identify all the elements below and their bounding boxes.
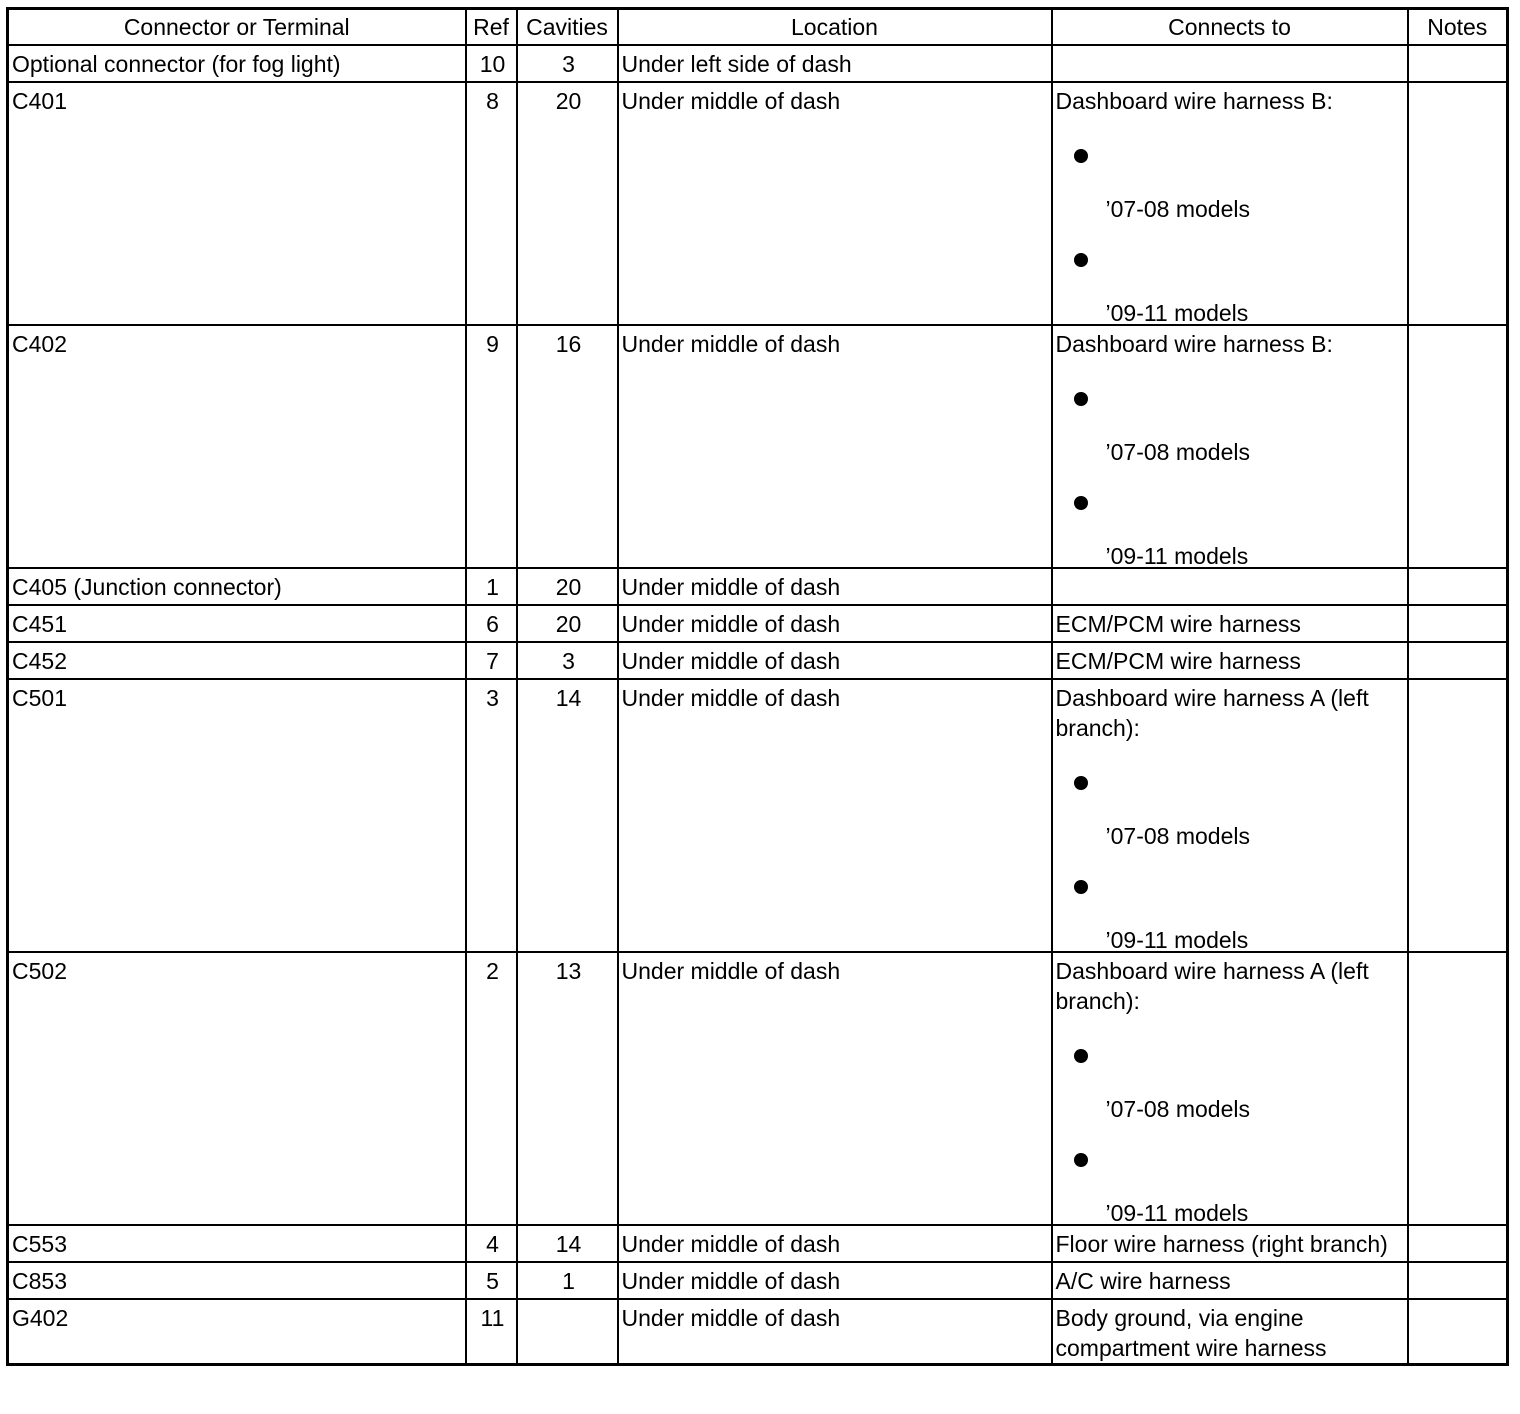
cell-connector: Optional connector (for fog light) — [8, 45, 466, 82]
header-row — [8, 9, 1508, 45]
bullet-text: ’09-11 models — [1105, 1199, 1249, 1226]
cell-cavities: 20 — [517, 82, 618, 325]
cell-location: Under middle of dash — [618, 642, 1052, 679]
table-row — [8, 45, 1508, 82]
cell-connects-to — [1052, 952, 1408, 1225]
bullet-text: ’07-08 models — [1105, 195, 1250, 222]
cell-connector: G402 — [8, 1299, 466, 1365]
header-cavities: Cavities — [517, 9, 618, 45]
table-row — [8, 325, 1508, 568]
connector-table — [6, 7, 1509, 1366]
cell-cavities: 3 — [517, 642, 618, 679]
table-row — [8, 82, 1508, 325]
bullet-text: ’07-08 models — [1105, 438, 1250, 465]
connects-to-text: Dashboard wire harness B: — [1055, 330, 1333, 357]
cell-ref: 5 — [466, 1262, 517, 1299]
bullet-icon — [1074, 253, 1088, 267]
cell-connector: C402 — [8, 325, 466, 568]
connects-to-text: Body ground, via engine compartment wire harness — [1055, 1304, 1327, 1361]
bullet-text: ’07-08 models — [1105, 1095, 1250, 1122]
cell-cavities: 13 — [517, 952, 618, 1225]
cell-connects-to — [1052, 1262, 1408, 1299]
bullet-icon — [1074, 1153, 1088, 1167]
bullet-icon — [1074, 880, 1088, 894]
bullet-item — [1056, 1120, 1407, 1224]
cell-cavities: 16 — [517, 325, 618, 568]
bullet-text: ’09-11 models — [1105, 926, 1249, 953]
cell-connects-to — [1052, 325, 1408, 568]
cell-notes — [1408, 642, 1508, 679]
cell-connects-to — [1052, 82, 1408, 325]
cell-location: Under middle of dash — [618, 82, 1052, 325]
cell-ref: 4 — [466, 1225, 517, 1262]
bullet-item — [1056, 116, 1407, 220]
cell-cavities: 3 — [517, 45, 618, 82]
cell-location: Under middle of dash — [618, 1262, 1052, 1299]
bullet-icon — [1074, 149, 1088, 163]
cell-connects-to — [1052, 45, 1408, 82]
table-row — [8, 679, 1508, 952]
cell-connector: C853 — [8, 1262, 466, 1299]
cell-notes — [1408, 679, 1508, 952]
connects-to-text: Floor wire harness (right branch) — [1055, 1230, 1388, 1257]
cell-connector: C501 — [8, 679, 466, 952]
cell-ref: 10 — [466, 45, 517, 82]
cell-cavities — [517, 1299, 618, 1365]
cell-location: Under middle of dash — [618, 1299, 1052, 1365]
header-location: Location — [618, 9, 1052, 45]
table-row — [8, 568, 1508, 605]
cell-connects-to — [1052, 605, 1408, 642]
cell-location: Under middle of dash — [618, 952, 1052, 1225]
bullet-item — [1056, 463, 1407, 567]
bullet-icon — [1074, 776, 1088, 790]
cell-notes — [1408, 952, 1508, 1225]
cell-connects-to — [1052, 679, 1408, 952]
cell-location: Under middle of dash — [618, 605, 1052, 642]
cell-ref: 11 — [466, 1299, 517, 1365]
table-row — [8, 952, 1508, 1225]
bullet-icon — [1074, 1049, 1088, 1063]
cell-connects-to — [1052, 642, 1408, 679]
cell-location: Under middle of dash — [618, 325, 1052, 568]
cell-cavities: 14 — [517, 679, 618, 952]
cell-location: Under middle of dash — [618, 679, 1052, 952]
cell-notes — [1408, 45, 1508, 82]
cell-connector: C401 — [8, 82, 466, 325]
bullet-item — [1056, 1016, 1407, 1120]
cell-ref: 1 — [466, 568, 517, 605]
bullet-item — [1056, 220, 1407, 324]
bullet-item — [1056, 359, 1407, 463]
cell-connector: C553 — [8, 1225, 466, 1262]
cell-ref: 9 — [466, 325, 517, 568]
cell-location: Under middle of dash — [618, 568, 1052, 605]
connects-to-text: Dashboard wire harness A (left branch): — [1055, 957, 1369, 1014]
cell-connects-to — [1052, 1225, 1408, 1262]
cell-cavities: 1 — [517, 1262, 618, 1299]
cell-notes — [1408, 568, 1508, 605]
cell-ref: 7 — [466, 642, 517, 679]
table-row — [8, 1225, 1508, 1262]
cell-notes — [1408, 325, 1508, 568]
cell-connects-to — [1052, 568, 1408, 605]
bullet-item — [1056, 743, 1407, 847]
cell-cavities: 20 — [517, 568, 618, 605]
bullet-icon — [1074, 392, 1088, 406]
cell-ref: 6 — [466, 605, 517, 642]
cell-connects-to — [1052, 1299, 1408, 1365]
bullet-text: ’07-08 models — [1105, 822, 1250, 849]
connects-to-text: ECM/PCM wire harness — [1055, 610, 1301, 637]
bullet-item — [1056, 847, 1407, 951]
cell-connector: C405 (Junction connector) — [8, 568, 466, 605]
cell-ref: 8 — [466, 82, 517, 325]
table-row — [8, 1299, 1508, 1365]
cell-connector: C451 — [8, 605, 466, 642]
connects-to-text: Dashboard wire harness B: — [1055, 87, 1333, 114]
cell-notes — [1408, 605, 1508, 642]
header-ref: Ref — [466, 9, 517, 45]
header-notes: Notes — [1408, 9, 1508, 45]
connects-to-text: Dashboard wire harness A (left branch): — [1055, 684, 1369, 741]
cell-connector: C452 — [8, 642, 466, 679]
cell-notes — [1408, 1299, 1508, 1365]
bullet-text: ’09-11 models — [1105, 542, 1249, 569]
connects-to-text: ECM/PCM wire harness — [1055, 647, 1301, 674]
cell-notes — [1408, 1262, 1508, 1299]
cell-notes — [1408, 82, 1508, 325]
cell-cavities: 14 — [517, 1225, 618, 1262]
cell-ref: 3 — [466, 679, 517, 952]
cell-location: Under middle of dash — [618, 1225, 1052, 1262]
cell-ref: 2 — [466, 952, 517, 1225]
header-connector: Connector or Terminal — [8, 9, 466, 45]
table-row — [8, 605, 1508, 642]
cell-location: Under left side of dash — [618, 45, 1052, 82]
cell-connector: C502 — [8, 952, 466, 1225]
table-body — [8, 45, 1508, 1365]
table-row — [8, 642, 1508, 679]
cell-cavities: 20 — [517, 605, 618, 642]
bullet-icon — [1074, 496, 1088, 510]
connects-to-text: A/C wire harness — [1055, 1267, 1231, 1294]
bullet-text: ’09-11 models — [1105, 299, 1249, 326]
table-row — [8, 1262, 1508, 1299]
cell-notes — [1408, 1225, 1508, 1262]
header-connects-to: Connects to — [1052, 9, 1408, 45]
